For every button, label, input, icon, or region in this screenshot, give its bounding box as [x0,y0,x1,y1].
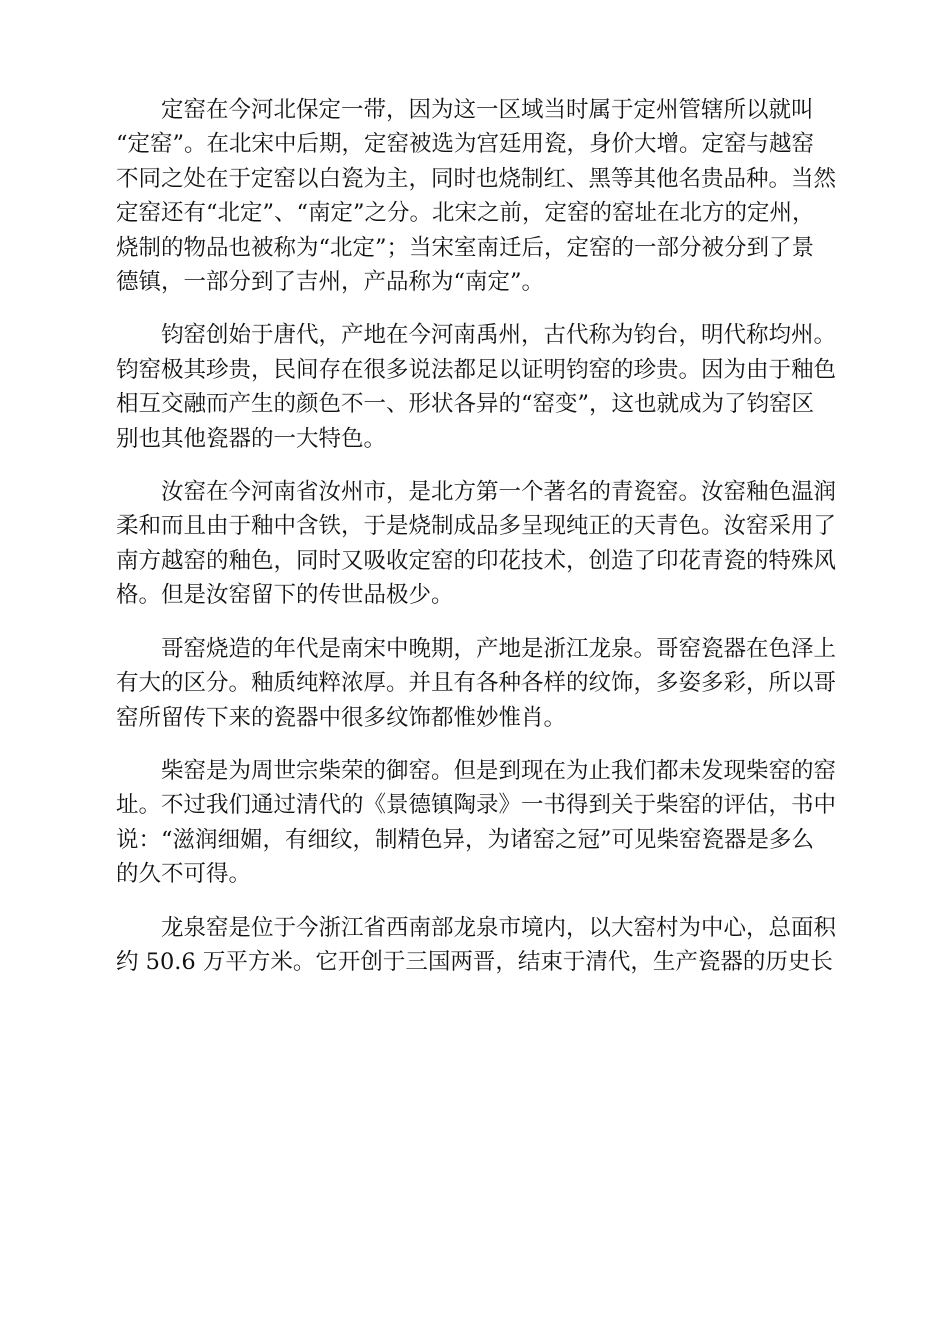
text-line: 烧制的物品也被称为“北定”；当宋室南迁后，定窑的一部分被分到了景 [116,234,815,261]
text-line: 址。不过我们通过清代的《景德镇陶录》一书得到关于柴窑的评估，书中 [116,792,837,819]
text-line: 约 50.6 万平方米。它开创于三国两晋，结束于清代，生产瓷器的历史长 [116,948,833,975]
text-line: 窑所留传下来的瓷器中很多纹饰都惟妙惟肖。 [116,704,567,731]
text-line: 柴窑是为周世宗柴荣的御窑。但是到现在为止我们都未发现柴窑的窑 [161,757,837,784]
paragraph-ding-kiln [116,93,838,299]
text-line: 的久不可得。 [116,861,252,888]
text-line: 定窑在今河北保定一带，因为这一区域当时属于定州管辖所以就叫 [161,97,814,123]
text-line: “定窑”。在北宋中后期，定窑被选为宫廷用瓷，身价大增。定窑与越窑 [116,131,815,158]
paragraph-ge-kiln [116,632,838,735]
paragraph-chai-kiln [116,754,838,892]
text-line: 汝窑在今河南省汝州市，是北方第一个著名的青瓷窑。汝窑釉色温润 [161,479,837,506]
text-line: 不同之处在于定窑以白瓷为主，同时也烧制红、黑等其他名贵品种。当然 [116,165,837,192]
text-line: 钧窑创始于唐代，产地在今河南禹州，古代称为钧台，明代称均州。 [161,322,837,349]
text-line: 有大的区分。釉质纯粹浓厚。并且有各种各样的纹饰，多姿多彩，所以哥 [116,670,837,697]
text-line: 说：“滋润细媚，有细纹，制精色异，为诸窑之冠”可见柴窑瓷器是多么 [116,826,815,853]
text-line: 相互交融而产生的颜色不一、形状各异的“窑变”，这也就成为了钧窑区 [116,391,815,418]
paragraph-ru-kiln [116,475,838,613]
text-line: 南方越窑的釉色，同时又吸收定窑的印花技术，创造了印花青瓷的特殊风 [116,547,837,574]
document-body [116,93,838,998]
paragraph-longquan-kiln [116,911,838,980]
text-line: 哥窑烧造的年代是南宋中晚期，产地是浙江龙泉。哥窑瓷器在色泽上 [161,635,837,662]
text-line: 德镇，一部分到了吉州，产品称为“南定”。 [116,269,545,296]
text-line: 龙泉窑是位于今浙江省西南部龙泉市境内，以大窑村为中心，总面积 [161,914,837,941]
text-line: 柔和而且由于釉中含铁，于是烧制成品多呈现纯正的天青色。汝窑采用了 [116,513,837,540]
text-line: 别也其他瓷器的一大特色。 [116,425,387,452]
text-line: 格。但是汝窑留下的传世品极少。 [116,582,454,609]
paragraph-jun-kiln [116,318,838,456]
text-line: 定窑还有“北定”、“南定”之分。北宋之前，定窑的窑址在北方的定州， [116,200,815,227]
text-line: 钧窑极其珍贵，民间存在很多说法都足以证明钧窑的珍贵。因为由于釉色 [116,356,837,383]
